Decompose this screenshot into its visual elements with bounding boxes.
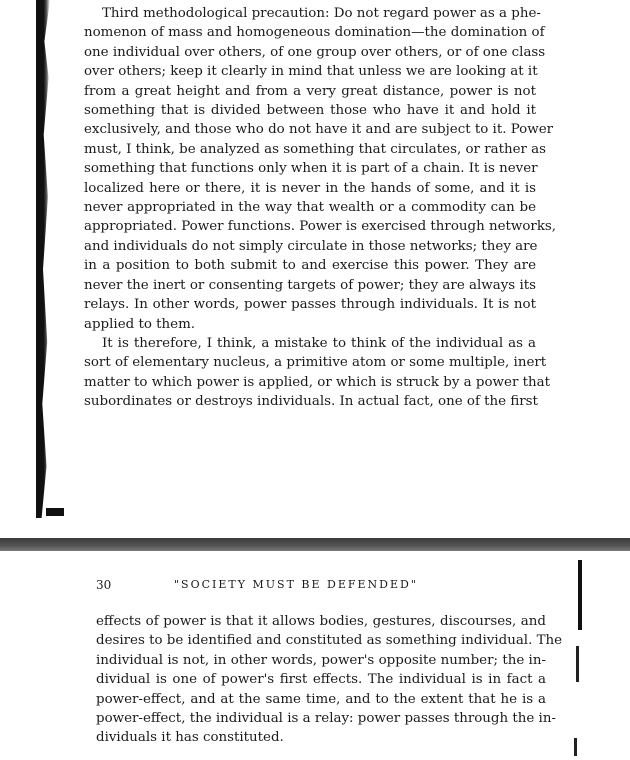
text-line: applied to them.: [84, 316, 196, 332]
text-line: something that is divided between those who have it and hold it: [84, 103, 536, 119]
text-line: in a position to both submit to and exercise this power. They are: [84, 258, 536, 274]
page-number: 30: [96, 578, 112, 592]
text-line: power-effect, and at the same time, and to the extent that he is a: [96, 691, 546, 707]
body-text-bottom: [96, 612, 563, 748]
text-line: effects of power is that it allows bodies, gestures, discourses, and: [96, 614, 546, 629]
text-line: sort of elementary nucleus, a primitive atom or some multiple, inert: [84, 355, 547, 371]
text-line: exclusively, and those who do not have it and are subject to it. Power: [84, 122, 554, 138]
text-line: never appropriated in the way that wealth or a commodity can be: [84, 200, 536, 216]
scan-binding-shadow: [36, 0, 50, 518]
text-line: relays. In other words, power passes through individuals. It is not: [84, 297, 536, 313]
text-line: over others; keep it clearly in mind that unless we are looking at it: [84, 64, 538, 80]
text-line: from a great height and from a very great distance, power is not: [84, 83, 536, 99]
scan-edge-mark: [576, 646, 579, 682]
text-line: individual is not, in other words, power's opposite number; the in-: [96, 652, 546, 668]
text-line: power-effect, the individual is a relay: power passes through the in-: [96, 711, 556, 727]
scan-edge-mark: [578, 560, 582, 630]
body-text-top: [84, 4, 557, 412]
text-line: desires to be identified and constituted as something individual. The: [96, 633, 563, 649]
text-line: subordinates or destroys individuals. In actual fact, one of the first: [84, 394, 538, 410]
text-line: Third methodological precaution: Do not regard power as a phe-: [102, 6, 541, 21]
text-line: It is therefore, I think, a mistake to think of the individual as a: [102, 335, 536, 351]
running-head: [96, 578, 536, 598]
text-line: must, I think, be analyzed as something that circulates, or rather as: [84, 141, 547, 157]
text-line: localized here or there, it is never in the hands of some, and it is: [84, 180, 536, 196]
page-break-divider: [0, 538, 630, 551]
text-line: matter to which power is applied, or which is struck by a power that: [84, 374, 550, 390]
text-line: never the inert or consenting targets of power; they are always its: [84, 277, 536, 293]
text-line: and individuals do not simply circulate in those networks; they are: [84, 238, 538, 254]
text-line: one individual over others, of one group over others, or of one class: [84, 44, 546, 60]
text-line: dividuals it has constituted.: [96, 730, 284, 746]
running-head-title: "SOCIETY MUST BE DEFENDED": [174, 578, 418, 591]
text-line: something that functions only when it is part of a chain. It is never: [84, 161, 538, 177]
text-line: nomenon of mass and homogeneous domination—the domination of: [84, 25, 545, 41]
scan-binding-foot: [46, 508, 64, 516]
text-line: appropriated. Power functions. Power is exercised through networks,: [84, 219, 557, 235]
text-line: dividual is one of power's first effects. The individual is in fact a: [96, 672, 546, 688]
scan-edge-mark: [574, 738, 577, 756]
